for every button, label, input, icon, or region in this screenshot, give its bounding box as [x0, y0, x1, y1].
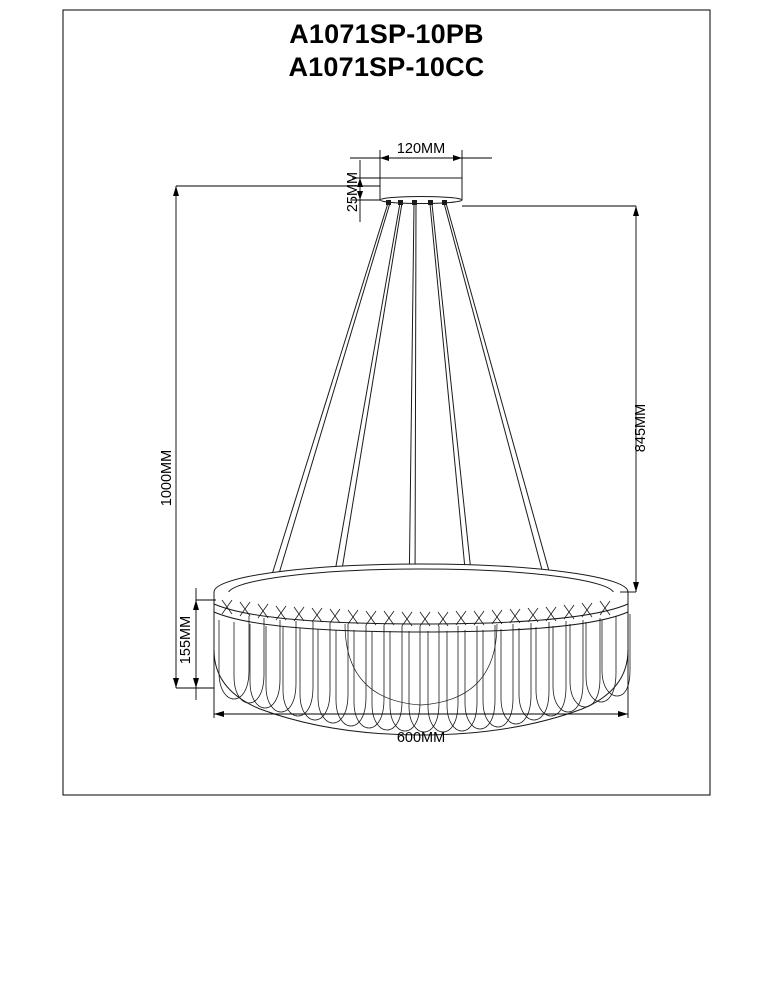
product-code-secondary: A1071SP-10CC — [288, 51, 485, 82]
ceiling-canopy — [380, 178, 462, 204]
dimension-label-shade-diameter: 600MM — [396, 730, 446, 746]
product-code-primary: A1071SP-10PB — [289, 19, 484, 49]
dimension-label-suspension-height: 845MM — [633, 403, 649, 453]
dimension-label-canopy-height: 25MM — [345, 171, 361, 213]
dimension-label-canopy-width: 120MM — [396, 141, 446, 157]
suspension-cables — [265, 200, 556, 600]
title-block — [0, 18, 773, 84]
dimension-label-shade-height: 155MM — [178, 615, 194, 665]
dimension-label-total-height: 1000MM — [159, 449, 175, 507]
